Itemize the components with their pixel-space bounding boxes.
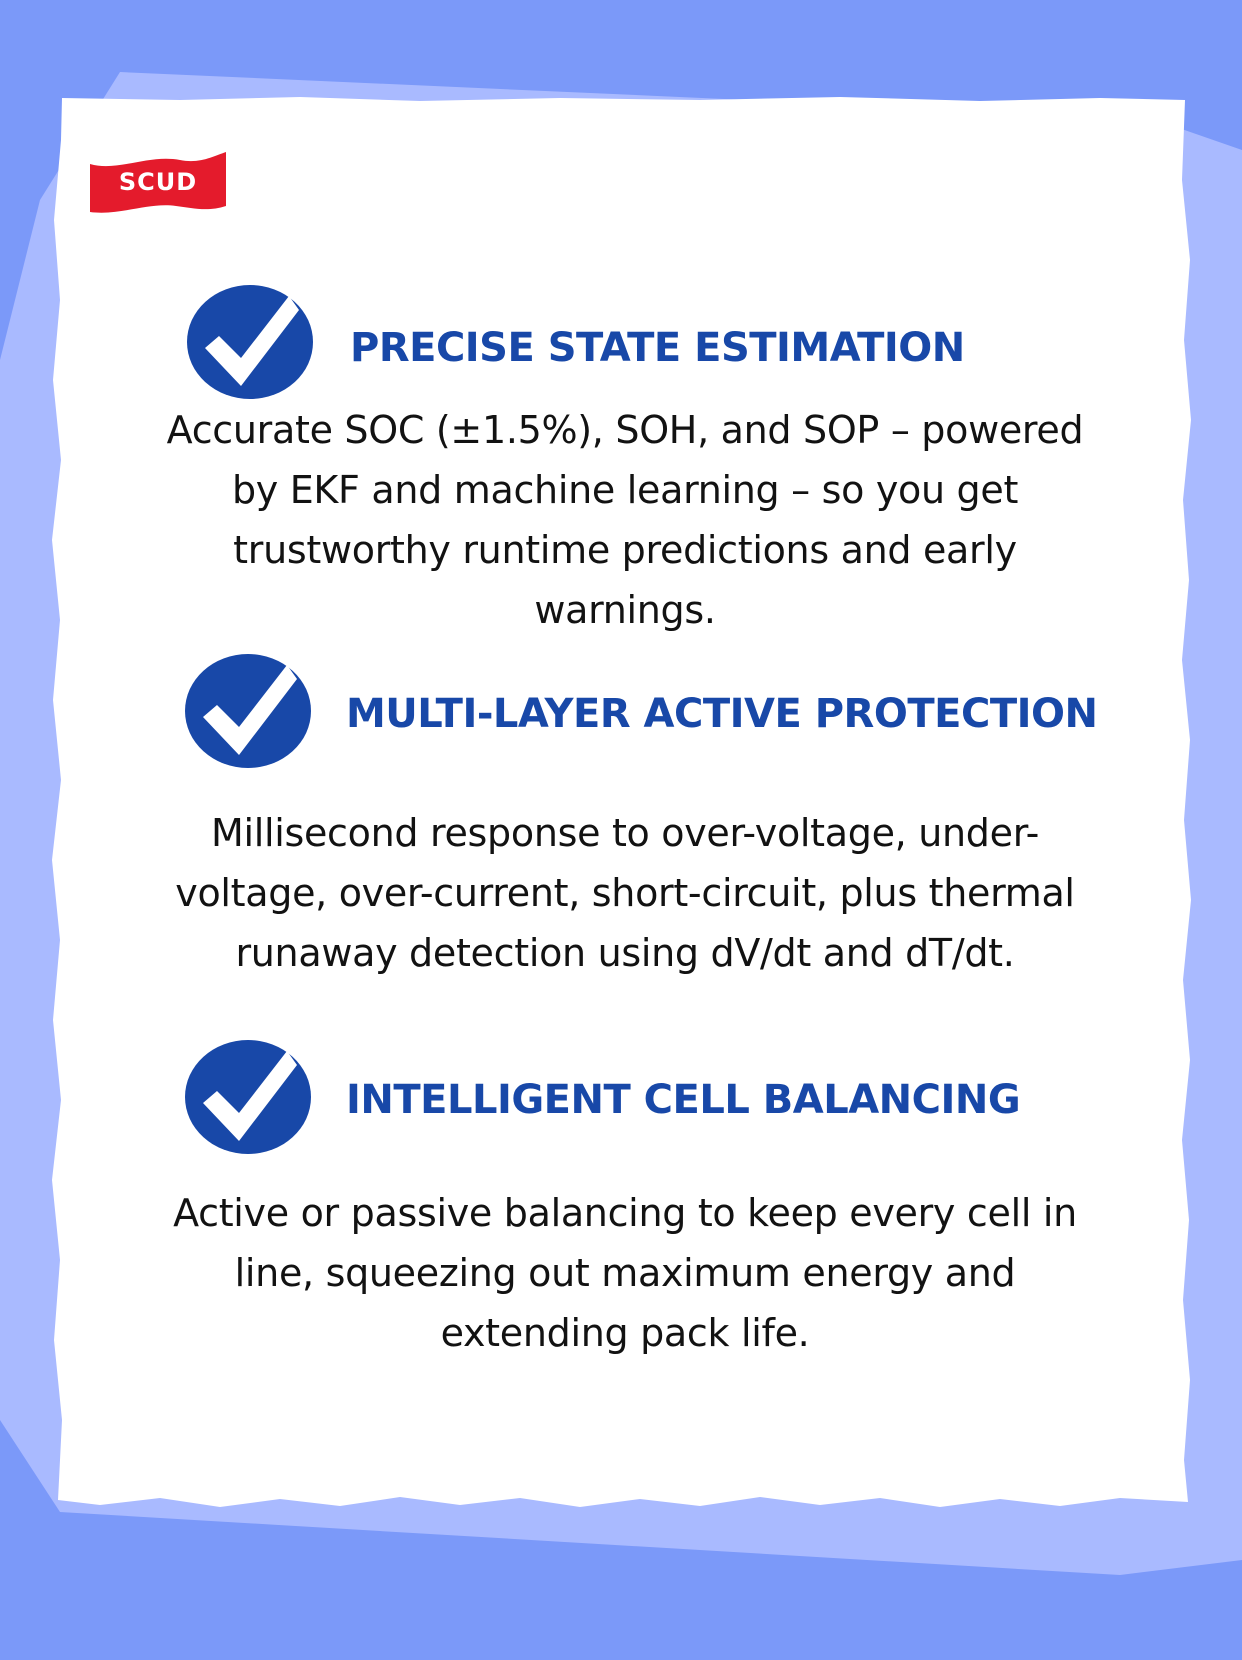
section-description: Millisecond response to over-voltage, under-voltage, over-current, short-circuit, plus thermal runaway detection using dV/dt and dT/dt.: [175, 811, 1075, 975]
checkmark-circle-icon: [183, 651, 313, 769]
section-description: Active or passive balancing to keep every cell in line, squeezing out maximum energy and extending pack life.: [173, 1191, 1077, 1355]
section-title: PRECISE STATE ESTIMATION: [350, 325, 965, 371]
section-description: Accurate SOC (±1.5%), SOH, and SOP – powered by EKF and machine learning – so you get trustworthy runtime predictions and early warnings.: [166, 408, 1084, 632]
scud-logo: [88, 150, 230, 218]
checkmark-circle-icon: [183, 1037, 313, 1155]
checkmark-circle-icon: [185, 282, 315, 400]
section-title: MULTI-LAYER ACTIVE PROTECTION: [346, 691, 1098, 737]
svg-text:SCUD: SCUD: [118, 168, 198, 196]
section-title: INTELLIGENT CELL BALANCING: [346, 1077, 1021, 1123]
